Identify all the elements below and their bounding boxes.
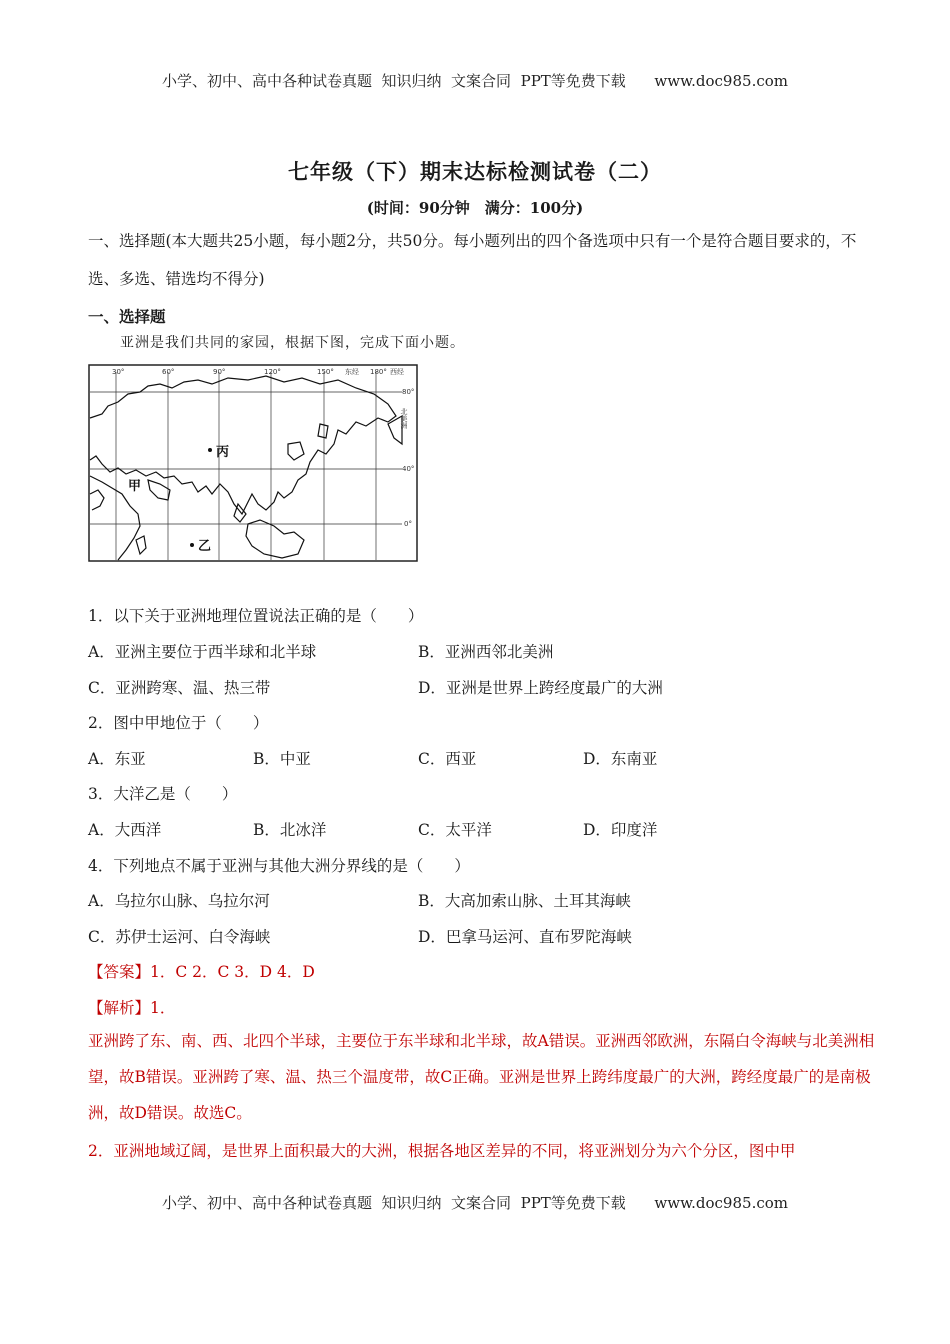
lon-label: 30° <box>112 368 125 376</box>
question-2-stem: 2．图中甲地位于（ ） <box>88 714 269 732</box>
question-1-stem: 1．以下关于亚洲地理位置说法正确的是（ ） <box>88 607 424 625</box>
lon-label: 东经 <box>345 368 359 376</box>
north-america-label: 北美洲 <box>400 408 408 429</box>
lon-label: 150° <box>317 368 334 376</box>
question-2-option-c: C．西亚 <box>418 750 477 768</box>
question-1-option-d: D．亚洲是世界上跨经度最广的大洲 <box>418 679 663 697</box>
lon-label: 90° <box>213 368 226 376</box>
exam-title: 七年级（下）期末达标检测试卷（二） <box>288 159 662 184</box>
question-3-option-b: B．北冰洋 <box>253 821 327 839</box>
lat-label: 40° <box>402 465 415 473</box>
place-bing: 丙 <box>216 445 230 460</box>
question-4-stem: 4．下列地点不属于亚洲与其他大洲分界线的是（ ） <box>88 857 470 875</box>
lat-label: 0° <box>404 520 412 528</box>
point-yi <box>190 543 194 547</box>
question-4-option-d: D．巴拿马运河、直布罗陀海峡 <box>418 928 632 946</box>
lon-label: 西经 <box>390 368 404 376</box>
question-1-option-b: B．亚洲西邻北美洲 <box>418 643 554 661</box>
question-3-stem: 3．大洋乙是（ ） <box>88 785 238 803</box>
question-1-option-c: C．亚洲跨寒、温、热三带 <box>88 679 271 697</box>
question-4-option-a: A．乌拉尔山脉、乌拉尔河 <box>88 892 270 910</box>
lon-label: 60° <box>162 368 175 376</box>
question-3-option-d: D．印度洋 <box>583 821 658 839</box>
lon-label: 120° <box>264 368 281 376</box>
question-4-option-c: C．苏伊士运河、白令海峡 <box>88 928 271 946</box>
asia-map <box>88 364 418 562</box>
analysis-label: 【解析】1． <box>88 999 176 1017</box>
analysis-1-text: 亚洲跨了东、南、西、北四个半球，主要位于东半球和北半球，故A错误。亚洲西邻欧洲，东隔白令海峡与北美洲相望，故B错误。亚洲跨了寒、温、热三个温度带，故C正确。亚洲是世界上跨纬度最广的大洲，跨经度最广的是南极洲，故D错误。故选C。 <box>88 1032 875 1122</box>
page-header: 小学、初中、高中各种试卷真题 知识归纳 文案合同 PPT等免费下载 www.doc985.com <box>161 72 788 90</box>
place-yi: 乙 <box>198 539 212 554</box>
point-bing <box>208 448 212 452</box>
section-title: 一、选择题 <box>88 307 166 326</box>
question-lead: 亚洲是我们共同的家园，根据下图，完成下面小题。 <box>120 335 465 351</box>
question-2-option-a: A．东亚 <box>88 750 146 768</box>
question-4-option-b: B．大高加索山脉、土耳其海峡 <box>418 892 631 910</box>
question-2-option-d: D．东南亚 <box>583 750 658 768</box>
analysis-2-text: 2．亚洲地域辽阔，是世界上面积最大的大洲，根据各地区差异的不同，将亚洲划分为六个分区，图中甲 <box>88 1142 796 1160</box>
question-3-option-c: C．太平洋 <box>418 821 492 839</box>
answer-key: 【答案】1．C 2．C 3．D 4．D <box>88 963 315 981</box>
section-intro: 一、选择题(本大题共25小题，每小题2分，共50分。每小题列出的四个备选项中只有一个是符合题目要求的，不选、多选、错选均不得分) <box>88 232 857 288</box>
lat-label: 80° <box>402 388 415 396</box>
question-1-option-a: A．亚洲主要位于西半球和北半球 <box>88 643 317 661</box>
map-frame <box>89 365 417 561</box>
page-footer: 小学、初中、高中各种试卷真题 知识归纳 文案合同 PPT等免费下载 www.doc985.com <box>161 1194 788 1212</box>
question-2-option-b: B．中亚 <box>253 750 311 768</box>
place-jia: 甲 <box>128 479 142 494</box>
lon-label: 180° <box>370 368 387 376</box>
question-3-option-a: A．大西洋 <box>88 821 162 839</box>
exam-subtitle: (时间：90分钟 满分：100分) <box>366 199 584 217</box>
